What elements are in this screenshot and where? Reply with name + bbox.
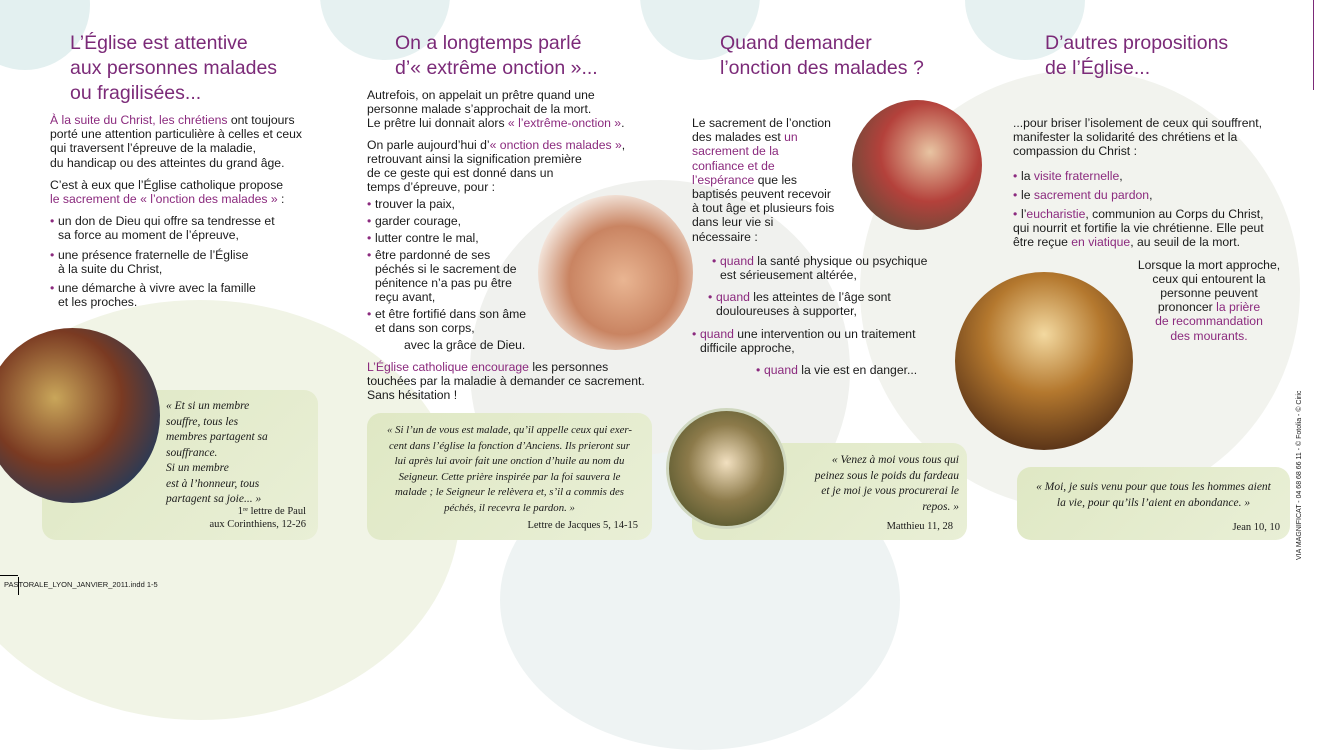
text-segment: ont toujours porté une attention particulière à celles et ceux qui traversent l’épreuve de la maladie, du handicap ou des atteintes du grand âge.	[50, 113, 303, 170]
highlighted-text: en viatique	[1071, 235, 1131, 250]
col3-list-item	[692, 327, 982, 355]
list-item: • et être fortifié dans son âme et dans son corps,	[367, 307, 657, 335]
col4-quote-box	[1017, 467, 1290, 540]
text-segment: une intervention ou un traitement difficile approche,	[700, 326, 916, 355]
crop-mark	[1313, 0, 1314, 90]
col1-quote: « Et si un membre souffre, tous les membres partagent sa souffrance. Si un membre est à l’honneur, tous partagent sa joie... »	[166, 400, 268, 505]
col4-list	[1013, 169, 1293, 250]
col4-title: D’autres propositions de l’Église...	[1045, 32, 1229, 79]
text-segment: ,	[1149, 187, 1153, 202]
col3-list-item	[708, 290, 982, 318]
col2-quote: « Si l’un de vous est malade, qu’il appelle ceux qui exer- cent dans l’église la fonction d’Anciens. Ils prieront sur lui après lui avoir fait une onction d’huile au nom du Seigneur. Cette prière inspirée par la foi sauvera le malade ; le Seigneur le relèvera et, s’il a commis des péchés, il recevra le pardon. »	[386, 424, 633, 514]
col3-body	[692, 116, 982, 382]
col2-quote-ref: Lettre de Jacques 5, 14-15	[527, 520, 638, 531]
col3-intro	[692, 116, 982, 244]
col1-intro	[50, 113, 330, 170]
col3-title: Quand demander l’onction des malades ?	[720, 32, 924, 79]
text-segment: la santé physique ou psychique est sérieusement altérée,	[720, 253, 928, 283]
col3-list-item	[756, 363, 982, 377]
list-item: • garder courage,	[367, 214, 657, 228]
col3-quote-ref: Matthieu 11, 28	[886, 521, 953, 532]
text-segment: la vie est en danger...	[797, 363, 918, 378]
text-segment: Lorsque la mort approche, ceux qui entourent la personne peuvent prononcer	[1137, 257, 1281, 315]
footer-filename: PASTORALE_LYON_JANVIER_2011.indd 1-5	[4, 580, 158, 589]
col3-list-item	[712, 254, 982, 282]
text-segment: les atteintes de l’âge sont douloureuses à supporter,	[716, 290, 891, 319]
col2-intro	[367, 88, 657, 130]
highlighted-text: visite fraternelle	[1033, 168, 1120, 183]
list-item: • trouver la paix,	[367, 197, 657, 211]
list-item: • un don de Dieu qui offre sa tendresse et sa force au moment de l’épreuve,	[50, 214, 330, 242]
highlighted-text: eucharistie	[1026, 207, 1086, 222]
col1-body	[50, 113, 330, 314]
list-item: • une démarche à vivre avec la famille et les proches.	[50, 281, 330, 309]
text-segment: l’	[1021, 207, 1027, 222]
col4-dying	[1125, 258, 1293, 343]
list-item: • être pardonné de ses péchés si le sacrement de pénitence n’a pas pu être reçu avant,	[367, 248, 657, 304]
highlighted-text: quand	[764, 363, 798, 378]
text-segment: la	[1021, 168, 1034, 183]
col3-quote: « Venez à moi vous tous qui peinez sous le poids du fardeau et je moi je vous procurerai le repos. »	[814, 454, 959, 513]
text-segment: le	[1021, 187, 1034, 202]
col2-title: On a longtemps parlé d’« extrême onction »...	[395, 32, 598, 79]
text-segment: Le sacrement de l’onction des malades est	[692, 116, 831, 145]
col4-list-item	[1013, 207, 1293, 250]
altar-candle-photo	[666, 408, 787, 529]
col4-list-item	[1013, 169, 1293, 183]
col4-quote: « Moi, je suis venu pour que tous les hommes aient la vie, pour qu’ils l’aient en abondance. »	[1036, 481, 1271, 509]
highlighted-text: quand	[716, 290, 750, 305]
text-segment: , communion au Corps du Christ, qui nourrit et fortifie la vie chrétienne. Elle peut être reçue	[1013, 207, 1264, 250]
text-segment: , au seuil de la mort.	[1130, 235, 1240, 250]
highlighted-text: la prière de recommandation des mourants.	[1155, 300, 1263, 343]
side-credit: VIA MAGNIFICAT - 04 68 68 66 11 - © Fotolia - © Ciric	[1296, 390, 1303, 560]
highlighted-text: sacrement du pardon	[1033, 187, 1150, 202]
text-segment: ,	[1119, 168, 1123, 183]
list-item: • une présence fraternelle de l’Église à la suite du Christ,	[50, 248, 330, 276]
col1-title: L’Église est attentive aux personnes malades ou fragilisées...	[70, 32, 278, 104]
col4-quote-ref: Jean 10, 10	[1232, 522, 1280, 533]
col2-encourage	[367, 360, 657, 402]
crop-mark	[0, 575, 18, 576]
text-segment: :	[277, 192, 285, 207]
text-segment: On parle aujourd’hui d’	[367, 138, 490, 152]
highlighted-text: le sacrement de « l’onction des malades »	[50, 192, 278, 207]
text-segment: ...pour briser l’isolement de ceux qui souffrent, manifester la solidarité des chrétiens et la compassion du Christ :	[1013, 116, 1263, 159]
col1-proposal	[50, 178, 330, 206]
col2-today	[367, 138, 657, 194]
highlighted-text: À la suite du Christ, les chrétiens	[50, 113, 228, 127]
highlighted-text: un sacrement de la confiance et de l’espérance	[692, 130, 798, 187]
text-segment: C’est à eux que l’Église catholique propose	[50, 177, 284, 192]
list-item: • lutter contre le mal,	[367, 231, 657, 245]
col2-list	[367, 197, 657, 335]
highlighted-text: L’Église catholique encourage	[367, 360, 529, 374]
text-segment: , retrouvant ainsi la signification première de ce geste qui est donné dans un temps d’épreuve, pour :	[367, 138, 626, 194]
col4-list-item	[1013, 188, 1293, 202]
col4-body	[1013, 116, 1293, 351]
col1-quote-ref: 1ʳᵉ lettre de Paul aux Corinthiens, 12-26	[209, 506, 306, 530]
highlighted-text: quand	[700, 326, 734, 341]
col3-list	[692, 254, 982, 377]
col4-intro	[1013, 116, 1293, 159]
col1-list	[50, 214, 330, 309]
col2-grace: avec la grâce de Dieu.	[404, 338, 526, 352]
highlighted-text: « l’extrême-onction »	[507, 116, 622, 130]
col2-body	[367, 88, 657, 410]
text-segment: .	[621, 116, 625, 130]
highlighted-text: « onction des malades »	[489, 138, 622, 152]
text-segment: les personnes touchées par la maladie à demander ce sacrement. Sans hésitation !	[367, 360, 645, 402]
highlighted-text: quand	[720, 253, 754, 268]
text-segment: que les baptisés peuvent recevoir à tout âge et plusieurs fois dans leur vie si nécessaire :	[692, 172, 835, 244]
col2-quote-box	[367, 413, 652, 540]
text-segment: Autrefois, on appelait un prêtre quand une personne malade s’approchait de la mort. Le prêtre lui donnait alors	[367, 88, 595, 130]
